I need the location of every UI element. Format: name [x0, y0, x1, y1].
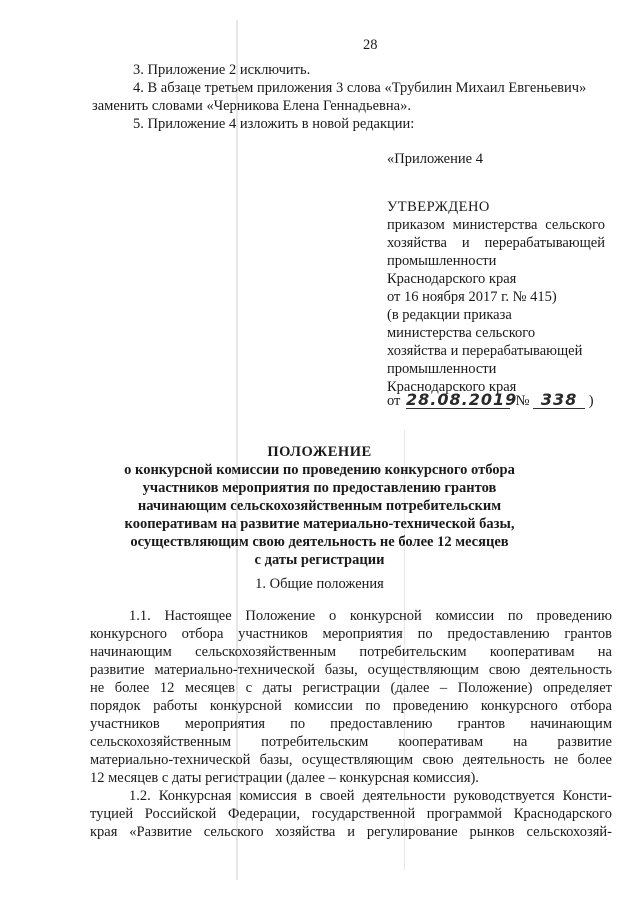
document-title-line: о конкурсной комиссии по проведению конкурсного отбора	[124, 462, 515, 478]
section-heading: 1. Общие положения	[255, 576, 384, 592]
paragraph-line: края «Развитие сельского хозяйства и регулирование рынков сельскохозяй-	[90, 824, 612, 840]
number-sign: №	[515, 393, 530, 409]
item-3: 3. Приложение 2 исключить.	[133, 62, 311, 78]
approval-title: УТВЕРЖДЕНО	[387, 199, 490, 215]
approval-line: приказом министерства сельского	[387, 217, 605, 233]
approval-line: (в редакции приказа	[387, 307, 512, 323]
paragraph-line: не более 12 месяцев с даты регистрации (далее – Положение) определяет	[90, 680, 612, 696]
document-title-line: кооперативам на развитие материально-технической базы,	[124, 516, 515, 532]
paragraph-line: 1.1. Настоящее Положение о конкурсной комиссии по проведению	[129, 608, 612, 624]
closing-bracket: )	[588, 393, 594, 409]
paragraph-line: участников мероприятия по предоставлению грантов начинающим	[90, 716, 612, 732]
document-title-line: участников мероприятия по предоставлению грантов	[142, 480, 497, 496]
approval-line: от 16 ноября 2017 г. № 415)	[387, 289, 557, 305]
appendix-label: «Приложение 4	[387, 151, 483, 167]
document-heading: ПОЛОЖЕНИЕ	[267, 444, 372, 460]
approval-line: промышленности	[387, 361, 497, 377]
paragraph-line: 12 месяцев с даты регистрации (далее – конкурсная комиссия).	[90, 770, 479, 786]
paragraph-line: сельскохозяйственным потребительским кооперативам на развитие	[90, 734, 612, 750]
handwritten-number: 338	[533, 392, 585, 409]
approval-line: хозяйства и перерабатывающей	[387, 343, 583, 359]
date-prefix: от	[387, 393, 401, 409]
handwritten-date: 28.08.2019	[406, 390, 518, 409]
paragraph-line: материально-технической базы, осуществляющим свою деятельность не более	[90, 752, 612, 768]
page-number: 28	[363, 37, 378, 53]
approval-line: промышленности	[387, 253, 497, 269]
paragraph-line: конкурсного отбора участников мероприятия по предоставлению грантов	[90, 626, 612, 642]
item-5: 5. Приложение 4 изложить в новой редакции:	[133, 116, 415, 132]
document-title-line: осуществляющим свою деятельность не более 12 месяцев	[130, 534, 509, 550]
item-4: 4. В абзаце третьем приложения 3 слова «Трубилин Михаил Евгеньевич»	[133, 80, 587, 96]
approval-line: хозяйства и перерабатывающей	[387, 235, 605, 251]
approval-line: Краснодарского края	[387, 271, 517, 287]
item-4-continued: заменить словами «Черникова Елена Геннадьевна».	[92, 98, 411, 114]
paragraph-line: развитие материально-технической базы, осуществляющим свою деятельность	[90, 662, 612, 678]
paragraph-line: порядок работы конкурсной комиссии по проведению конкурсного отбора	[90, 698, 612, 714]
approval-line: Краснодарского края	[387, 379, 517, 395]
paragraph-line: 1.2. Конкурсная комиссия в своей деятельности руководствуется Консти-	[129, 788, 612, 804]
approval-line: министерства сельского	[387, 325, 536, 341]
approval-date-line	[387, 392, 594, 410]
document-title-line: начинающим сельскохозяйственным потребительским	[137, 498, 502, 514]
paragraph-line: туцией Российской Федерации, государственной программой Краснодарского	[90, 806, 612, 822]
document-title-line: с даты регистрации	[254, 552, 385, 568]
paragraph-line: начинающим сельскохозяйственным потребительским кооперативам на	[90, 644, 612, 660]
